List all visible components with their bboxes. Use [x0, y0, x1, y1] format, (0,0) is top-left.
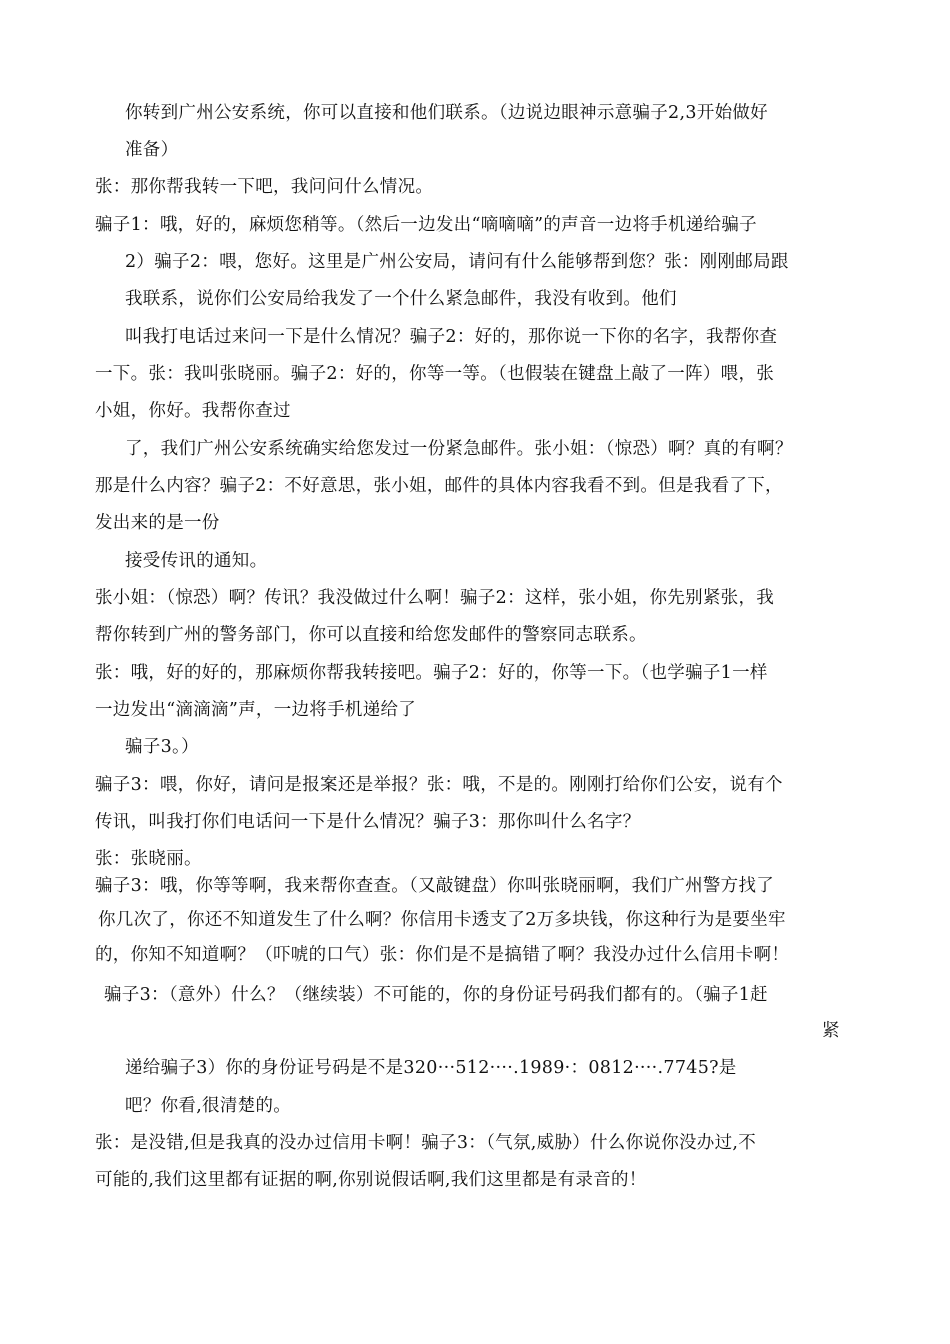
- text-line-3: 张：那你帮我转一下吧，我问问什么情况。: [95, 177, 434, 197]
- text-line-20: 传讯，叫我打你们电话问一下是什么情况？骗子3：那你叫什么名字？: [95, 812, 641, 832]
- text-line-16: 张：哦，好的好的，那麻烦你帮我转接吧。骗子2：好的，你等一下。（也学骗子1一样: [95, 663, 768, 683]
- text-line-18: 骗子3。）: [125, 737, 199, 757]
- text-line-22: 骗子3：哦，你等等啊，我来帮你查查。（又敲键盘）你叫张晓丽啊，我们广州警方找了: [95, 876, 775, 896]
- text-line-26: 紧: [822, 1021, 840, 1041]
- text-line-13: 接受传讯的通知。: [125, 551, 268, 571]
- text-line-14: 张小姐：（惊恐）啊？传讯？我没做过什么啊！骗子2：这样，张小姐，你先别紧张，我: [95, 588, 775, 608]
- text-line-8: 一下。张：我叫张晓丽。骗子2：好的，你等一等。（也假装在键盘上敲了一阵）喂，张: [95, 364, 775, 384]
- text-line-10: 了，我们广州公安系统确实给您发过一份紧急邮件。张小姐：（惊恐）啊？真的有啊？: [125, 439, 793, 459]
- text-line-12: 发出来的是一份: [95, 513, 220, 533]
- text-line-25: 骗子3：（意外）什么？（继续装）不可能的，你的身份证号码我们都有的。（骗子1赶: [104, 985, 768, 1005]
- text-line-17: 一边发出“滴滴滴”声，一边将手机递给了: [95, 700, 417, 720]
- text-line-1: 你转到广州公安系统，你可以直接和他们联系。（边说边眼神示意骗子2,3开始做好: [125, 103, 768, 123]
- text-line-28: 吧？你看,很清楚的。: [125, 1096, 292, 1116]
- text-line-5: 2）骗子2：喂，您好。这里是广州公安局，请问有什么能够帮到您？张：刚刚邮局跟: [125, 252, 789, 272]
- text-line-11: 那是什么内容？骗子2：不好意思，张小姐，邮件的具体内容我看不到。但是我看了下，: [95, 476, 783, 496]
- text-line-4: 骗子1：哦，好的，麻烦您稍等。（然后一边发出“嘀嘀嘀”的声音一边将手机递给骗子: [95, 215, 757, 235]
- text-line-29: 张：是没错,但是我真的没办过信用卡啊！骗子3：（气氛,威胁）什么你说你没办过,不: [95, 1133, 757, 1153]
- text-line-2: 准备）: [125, 140, 179, 160]
- text-line-27: 递给骗子3）你的身份证号码是不是320···512····.1989·：0812····.7745?是: [125, 1058, 737, 1078]
- text-line-6: 我联系，说你们公安局给我发了一个什么紧急邮件，我没有收到。他们: [125, 289, 677, 309]
- text-line-23: 你几次了，你还不知道发生了什么啊？你信用卡透支了2万多块钱，你这种行为是要坐牢: [98, 910, 786, 930]
- text-line-9: 小姐，你好。我帮你查过: [95, 401, 291, 421]
- text-line-21: 张：张晓丽。: [95, 849, 202, 869]
- text-line-15: 帮你转到广州的警务部门，你可以直接和给您发邮件的警察同志联系。: [95, 625, 647, 645]
- text-line-7: 叫我打电话过来问一下是什么情况？骗子2：好的，那你说一下你的名字，我帮你查: [125, 327, 778, 347]
- text-line-30: 可能的,我们这里都有证据的啊,你别说假话啊,我们这里都是有录音的！: [95, 1170, 647, 1190]
- text-line-19: 骗子3：喂，你好，请问是报案还是举报？张：哦，不是的。刚刚打给你们公安，说有个: [95, 775, 783, 795]
- text-line-24: 的，你知不知道啊？（吓唬的口气）张：你们是不是搞错了啊？我没办过什么信用卡啊！: [95, 945, 790, 965]
